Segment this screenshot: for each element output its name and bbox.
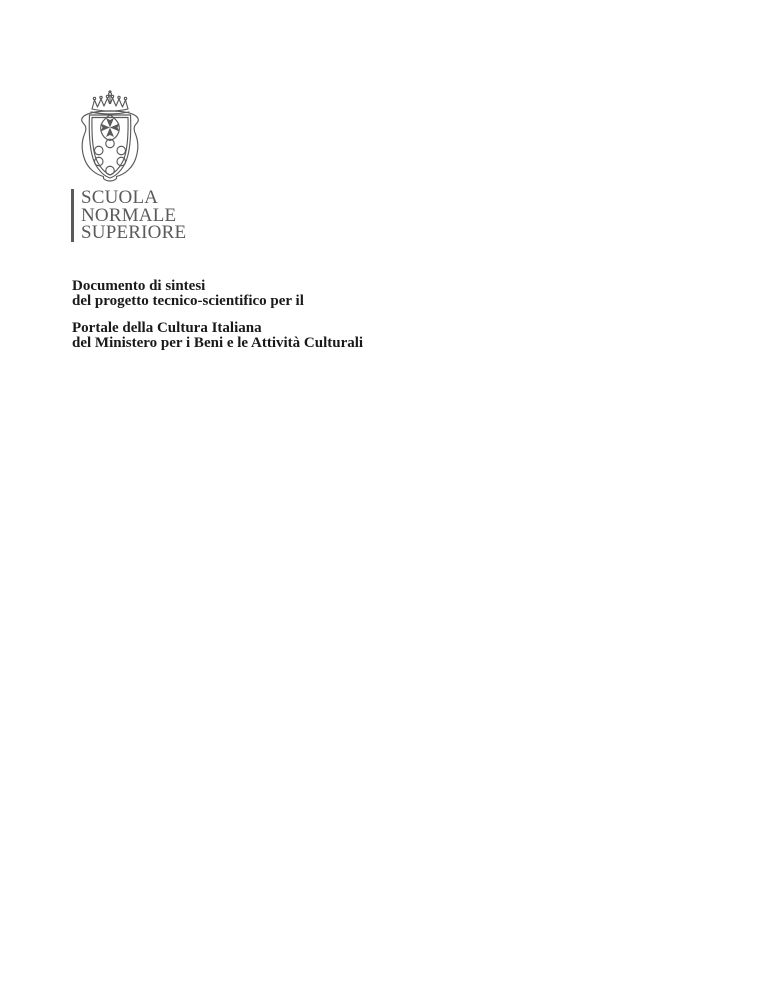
sns-wordmark [71, 189, 186, 242]
title-line-2: del Ministero per i Beni e le Attività Culturali [72, 335, 364, 351]
wordmark-text [81, 189, 186, 242]
intro-paragraph [72, 279, 363, 309]
document-heading-block [72, 279, 363, 351]
wordmark-line-superiore: SUPERIORE [81, 222, 187, 243]
intro-line-1: Documento di sintesi [72, 278, 206, 294]
sns-crest-icon [78, 90, 142, 182]
wordmark-line-normale: NORMALE [81, 204, 177, 226]
wordmark-divider-bar [71, 189, 74, 242]
sns-crest-logo [78, 90, 142, 182]
title-paragraph [72, 321, 363, 351]
wordmark-line-scuola: SCUOLA [81, 187, 159, 208]
intro-line-2: del progetto tecnico-scientifico per il [72, 293, 304, 309]
title-line-1: Portale della Cultura Italiana [72, 320, 262, 336]
